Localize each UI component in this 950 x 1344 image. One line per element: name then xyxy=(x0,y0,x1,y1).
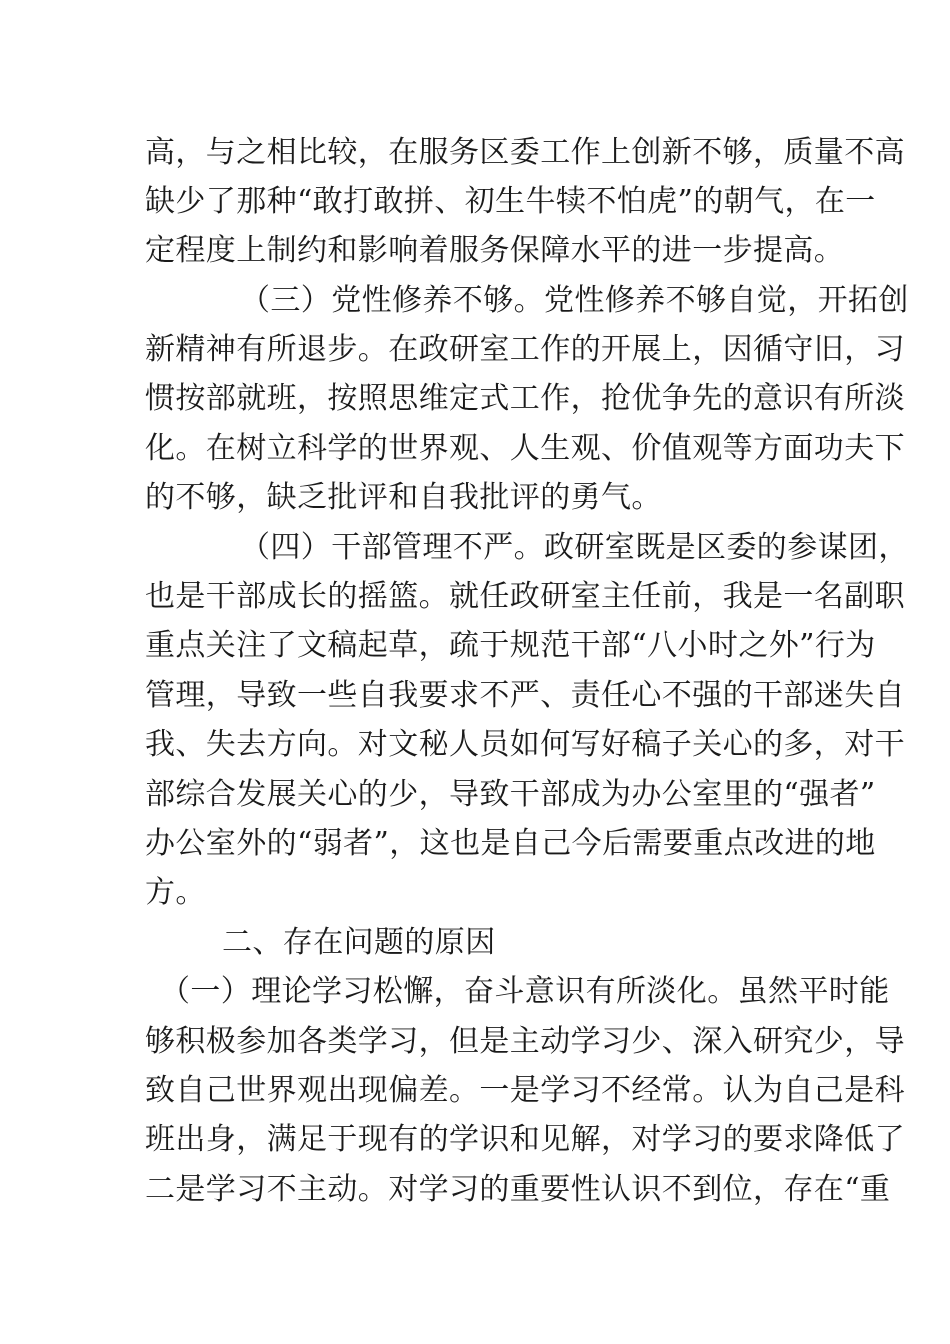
text-line: 班出身，满足于现有的学识和见解，对学习的要求降低了 xyxy=(145,1122,905,1157)
text-line: （三）党性修养不够。党性修养不够自觉，开拓创 xyxy=(240,283,909,318)
text-line: （一）理论学习松懈，奋斗意识有所淡化。虽然平时能 xyxy=(160,974,890,1009)
text-line: 管理，导致一些自我要求不严、责任心不强的干部迷失自 xyxy=(145,678,905,713)
text-line: 方。 xyxy=(145,875,206,910)
text-line: 二是学习不主动。对学习的重要性认识不到位，存在“重 xyxy=(145,1172,891,1207)
text-line: 办公室外的“弱者”，这也是自己今后需要重点改进的地 xyxy=(145,826,876,861)
text-line: （四）干部管理不严。政研室既是区委的参谋团， xyxy=(240,530,909,565)
text-line: 重点关注了文稿起草，疏于规范干部“八小时之外”行为 xyxy=(145,628,876,663)
text-line: 缺少了那种“敢打敢拼、初生牛犊不怕虎”的朝气，在一 xyxy=(145,184,876,219)
text-line: 够积极参加各类学习，但是主动学习少、深入研究少，导 xyxy=(145,1024,905,1059)
text-line: 的不够，缺乏批评和自我批评的勇气。 xyxy=(145,480,662,515)
text-line: 高，与之相比较，在服务区委工作上创新不够，质量不高 xyxy=(145,135,905,170)
text-line: 也是干部成长的摇篮。就任政研室主任前，我是一名副职 xyxy=(145,579,905,614)
section-heading: 二、存在问题的原因 xyxy=(222,925,496,960)
text-line: 致自己世界观出现偏差。一是学习不经常。认为自己是科 xyxy=(145,1073,905,1108)
text-line: 我、失去方向。对文秘人员如何写好稿子关心的多，对干 xyxy=(145,727,905,762)
text-line: 惯按部就班，按照思维定式工作，抢优争先的意识有所淡 xyxy=(145,381,905,416)
text-line: 化。在树立科学的世界观、人生观、价值观等方面功夫下 xyxy=(145,431,905,466)
text-line: 部综合发展关心的少，导致干部成为办公室里的“强者” xyxy=(145,777,876,812)
text-line: 定程度上制约和影响着服务保障水平的进一步提高。 xyxy=(145,233,845,268)
text-line: 新精神有所退步。在政研室工作的开展上，因循守旧，习 xyxy=(145,332,905,367)
